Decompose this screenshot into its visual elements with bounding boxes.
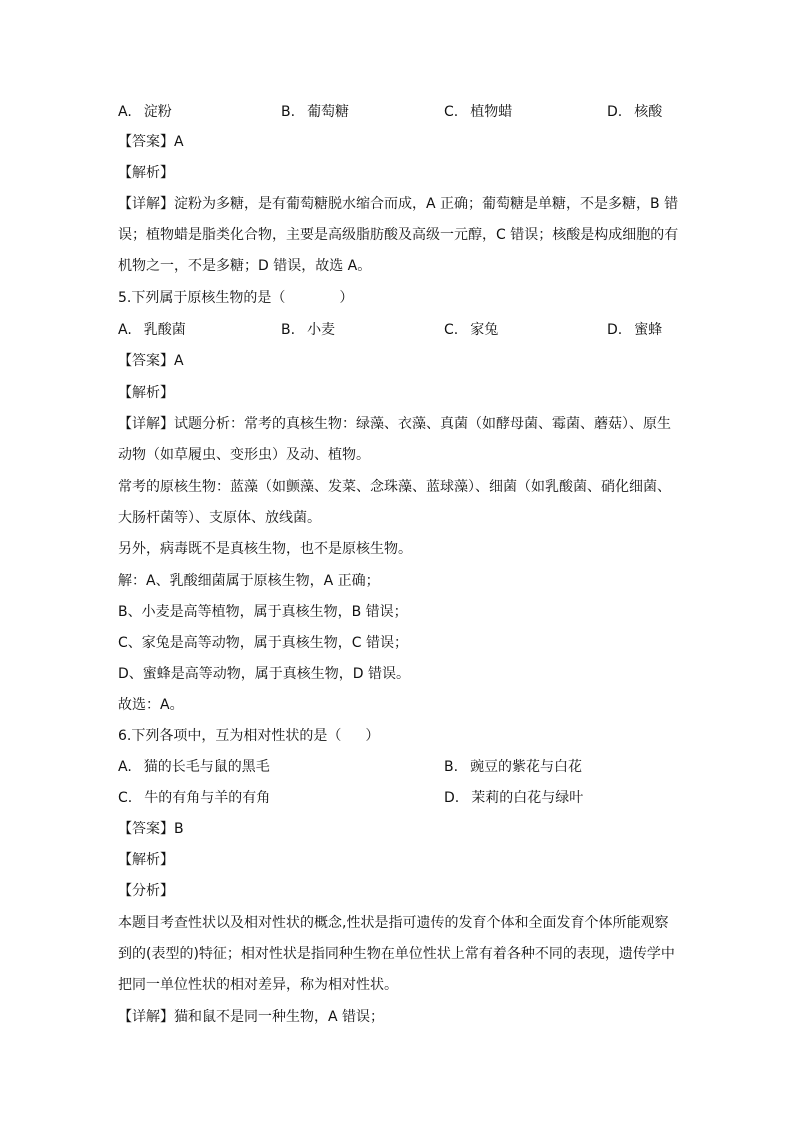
q6-question: 6.下列各项中，互为相对性状的是（ ） <box>118 728 380 744</box>
q4-option-c: C. 植物蜡 <box>444 104 513 120</box>
q5-detail-line: D、蜜蜂是高等动物，属于真核生物，D 错误。 <box>118 666 411 682</box>
q5-detail-line: B、小麦是高等植物，属于真核生物，B 错误； <box>118 604 408 620</box>
q6-analysis-line: 到的(表型的)特征；相对性状是指同种生物在单位性状上常有着各种不同的表现，遗传学中 <box>118 946 675 962</box>
q5-detail-line: 大肠杆菌等）、支原体、放线菌。 <box>118 510 321 526</box>
q6-option-c: C. 牛的有角与羊的有角 <box>118 790 271 806</box>
q5-detail-line: 动物（如草履虫、变形虫）及动、植物。 <box>118 447 370 463</box>
q6-option-d: D. 茉莉的白花与绿叶 <box>444 790 584 806</box>
q6-analysis-heading: 【解析】 <box>118 852 174 868</box>
q5-detail-line: 故选：A。 <box>118 697 184 713</box>
q5-option-c: C. 家兔 <box>444 322 499 338</box>
q5-detail-line: 另外，病毒既不是真核生物，也不是原核生物。 <box>118 541 412 557</box>
q4-option-a: A. 淀粉 <box>118 104 172 120</box>
q6-option-b: B. 豌豆的紫花与白花 <box>444 759 583 775</box>
q4-options-row <box>118 97 678 127</box>
q4-analysis-heading: 【解析】 <box>118 165 174 181</box>
q4-answer: 【答案】A <box>118 134 184 150</box>
q6-detail-line: 【详解】猫和鼠不是同一种生物，A 错误； <box>118 1009 385 1025</box>
q5-option-d: D. 蜜蜂 <box>607 322 663 338</box>
q5-options-row <box>118 315 678 345</box>
q4-detail-line: 误；植物蜡是脂类化合物，主要是高级脂肪酸及高级一元醇，C 错误；核酸是构成细胞的有 <box>118 227 679 243</box>
q6-options-row <box>118 783 678 813</box>
q6-answer: 【答案】B <box>118 821 184 837</box>
q5-analysis-heading: 【解析】 <box>118 385 174 401</box>
q5-detail-line: C、家兔是高等动物，属于真核生物，C 错误； <box>118 635 408 651</box>
q5-detail-line: 解：A、乳酸细菌属于原核生物，A 正确； <box>118 573 380 589</box>
q5-option-b: B. 小麦 <box>281 322 336 338</box>
q5-option-a: A. 乳酸菌 <box>118 322 186 338</box>
q6-options-row <box>118 752 678 782</box>
q4-option-d: D. 核酸 <box>607 104 663 120</box>
q6-analysis-sub: 【分析】 <box>118 883 174 899</box>
q4-detail-line: 机物之一，不是多糖；D 错误，故选 A。 <box>118 258 372 274</box>
q6-option-a: A. 猫的长毛与鼠的黑毛 <box>118 759 270 775</box>
q5-detail-line: 【详解】试题分析：常考的真核生物：绿藻、衣藻、真菌（如酵母菌、霉菌、蘑菇）、原生 <box>118 416 671 432</box>
q5-detail-line: 常考的原核生物：蓝藻（如颤藻、发菜、念珠藻、蓝球藻）、细菌（如乳酸菌、硝化细菌、 <box>118 479 671 495</box>
q5-answer: 【答案】A <box>118 353 184 369</box>
q6-analysis-line: 本题目考查性状以及相对性状的概念,性状是指可遗传的发育个体和全面发育个体所能观察 <box>118 915 669 931</box>
q6-analysis-line: 把同一单位性状的相对差异，称为相对性状。 <box>118 977 398 993</box>
q4-detail-line: 【详解】淀粉为多糖，是有葡萄糖脱水缩合而成，A 正确；葡萄糖是单糖，不是多糖，B 错 <box>118 196 679 212</box>
q4-option-b: B. 葡萄糖 <box>281 104 350 120</box>
q5-question: 5.下列属于原核生物的是（ ） <box>118 290 354 306</box>
